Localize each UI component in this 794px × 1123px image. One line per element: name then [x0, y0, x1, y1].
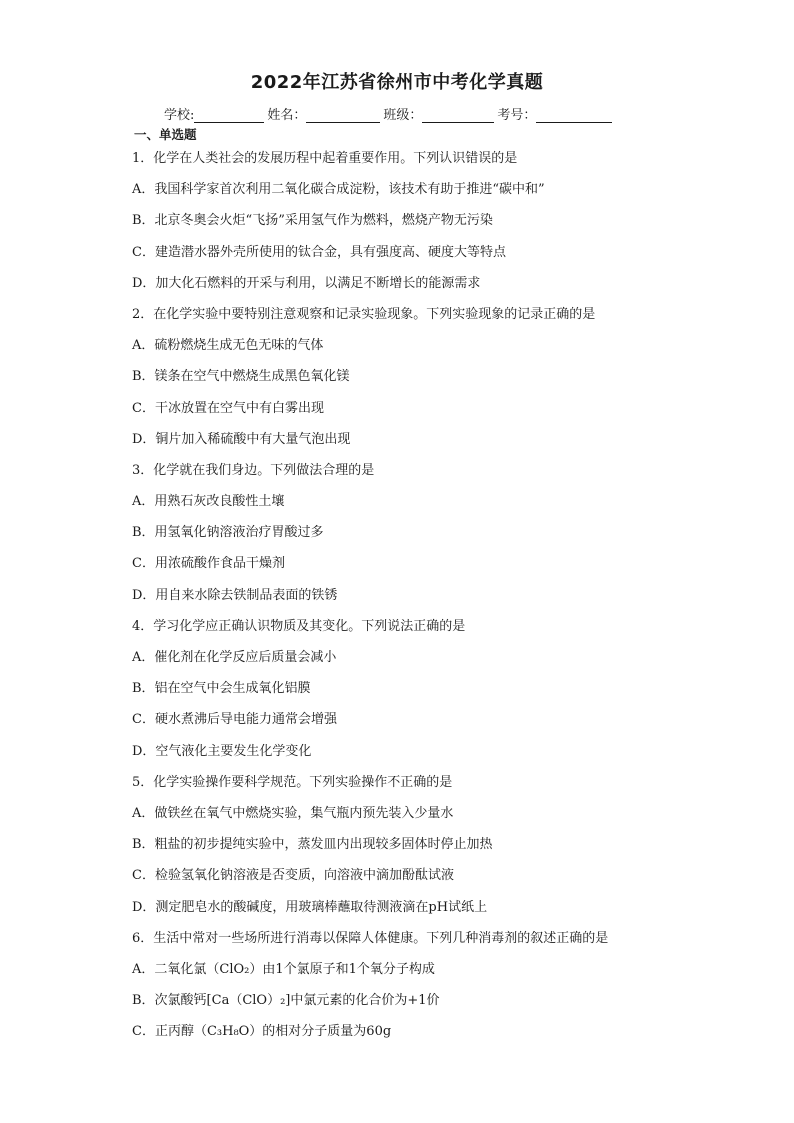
question-stem: 1．化学在人类社会的发展历程中起着重要作用。下列认识错误的是: [132, 151, 518, 166]
student-info-row: [164, 104, 615, 123]
question-stem: 6．生活中常对一些场所进行消毒以保障人体健康。下列几种消毒剂的叙述正确的是: [132, 930, 609, 946]
question-stem: 4．学习化学应正确认识物质及其变化。下列说法正确的是: [132, 618, 466, 634]
school-blank: [194, 108, 264, 123]
answer-option: B．镁条在空气中燃烧生成黑色氧化镁: [132, 369, 350, 385]
answer-option: D．测定肥皂水的酸碱度，用玻璃棒蘸取待测液滴在pH试纸上: [132, 899, 488, 915]
answer-option: D．加大化石燃料的开采与利用，以满足不断增长的能源需求: [132, 275, 481, 291]
section-heading: 一、单选题: [134, 127, 197, 142]
school-label: 学校:: [164, 108, 195, 123]
class-blank: [422, 108, 494, 123]
answer-option: B．次氯酸钙[Ca（ClO）₂]中氯元素的化合价为+1价: [132, 993, 440, 1009]
answer-option: C．检验氢氧化钠溶液是否变质，向溶液中滴加酚酞试液: [132, 868, 454, 884]
answer-option: A．二氧化氯（ClO₂）由1个氯原子和1个氧分子构成: [132, 961, 435, 977]
question-stem: 2．在化学实验中要特别注意观察和记录实验现象。下列实验现象的记录正确的是: [132, 306, 596, 322]
answer-option: D．铜片加入稀硫酸中有大量气泡出现: [132, 431, 351, 447]
answer-option: A．催化剂在化学反应后质量会减小: [132, 650, 337, 665]
answer-option: A．用熟石灰改良酸性土壤: [132, 494, 285, 510]
answer-option: C．干冰放置在空气中有白雾出现: [132, 400, 324, 416]
answer-option: D．用自来水除去铁制品表面的铁锈: [132, 587, 338, 603]
answer-option: A．硫粉燃烧生成无色无味的气体: [132, 338, 324, 354]
answer-option: A．我国科学家首次利用二氧化碳合成淀粉，该技术有助于推进“碳中和”: [132, 182, 545, 198]
answer-option: C．硬水煮沸后导电能力通常会增强: [132, 712, 337, 728]
question-list: [132, 149, 692, 1053]
answer-option: C．正丙醇（C₃H₈O）的相对分子质量为60g: [132, 1024, 392, 1040]
name-blank: [306, 108, 380, 123]
exam-no-label: 考号：: [497, 108, 537, 123]
answer-option: C．用浓硫酸作食品干燥剂: [132, 556, 285, 572]
answer-option: A．做铁丝在氧气中燃烧实验，集气瓶内预先装入少量水: [132, 805, 454, 821]
answer-option: C．建造潜水器外壳所使用的钛合金，具有强度高、硬度大等特点: [132, 244, 506, 260]
answer-option: B．粗盐的初步提纯实验中，蒸发皿内出现较多固体时停止加热: [132, 837, 493, 853]
exam-no-blank: [536, 108, 612, 123]
question-stem: 5．化学实验操作要科学规范。下列实验操作不正确的是: [132, 774, 453, 790]
answer-option: B．铝在空气中会生成氧化铝膜: [132, 681, 311, 697]
answer-option: B．用氢氧化钠溶液治疗胃酸过多: [132, 525, 324, 541]
answer-option: B．北京冬奥会火炬“飞扬”采用氢气作为燃料，燃烧产物无污染: [132, 213, 493, 229]
question-stem: 3．化学就在我们身边。下列做法合理的是: [132, 462, 375, 478]
class-label: 班级：: [383, 108, 423, 123]
name-label: 姓名：: [267, 108, 307, 123]
answer-option: D．空气液化主要发生化学变化: [132, 743, 312, 759]
page-title: 2022年江苏省徐州市中考化学真题: [250, 72, 544, 93]
